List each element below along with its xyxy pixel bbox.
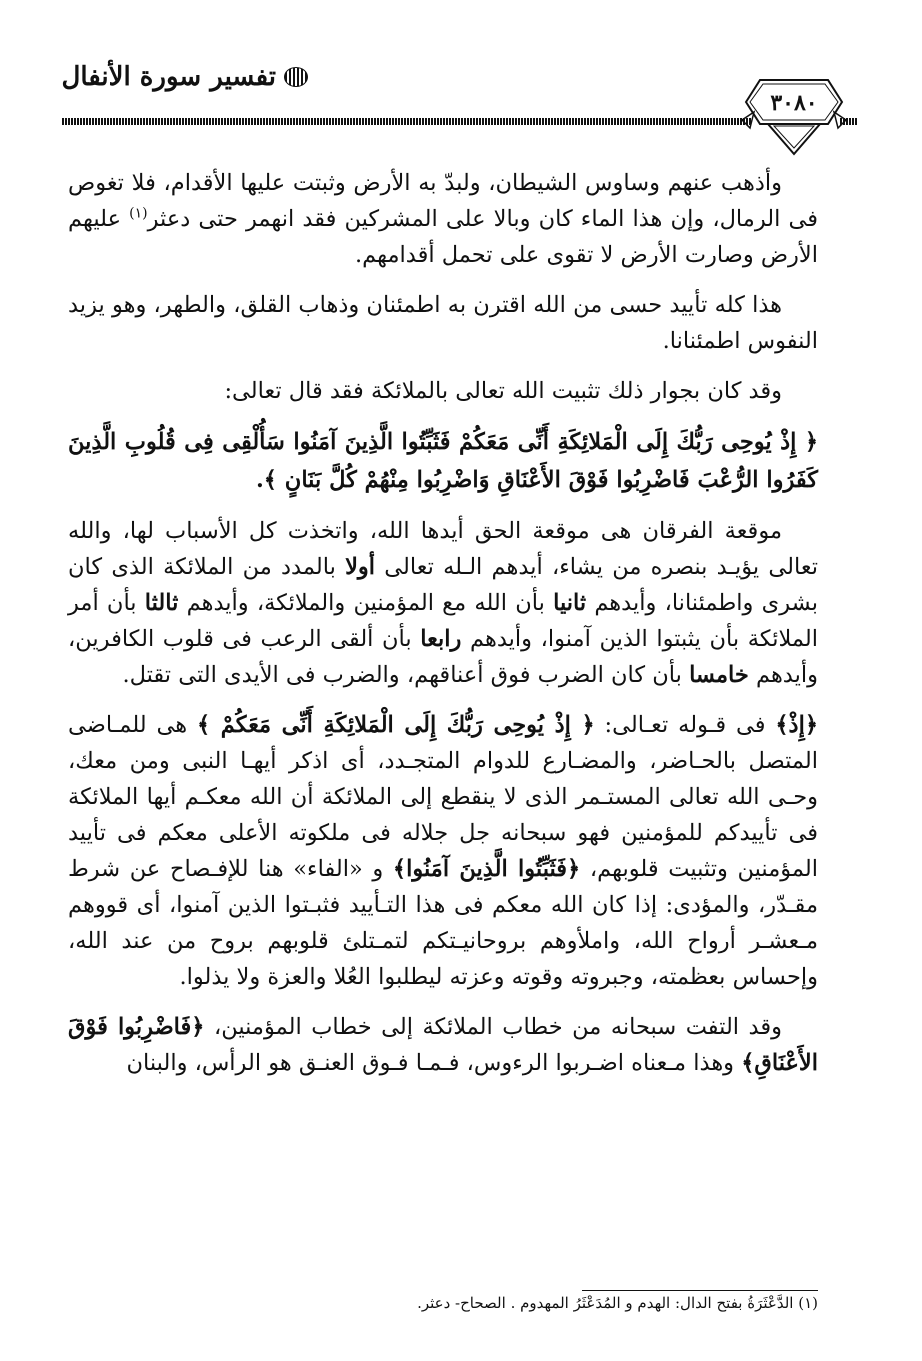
text: بالمدد من الملائكة الذى كان بشرى واطمئنانا، وأيدهم: [68, 554, 818, 616]
footnote: (١) الدَّعْثَرَةُ بفتح الدال: الهدم و المُدَعْثَرُ المهدوم . الصحاح- دعثر.: [417, 1294, 818, 1312]
verse-quote: ﴿فَاضْرِبُوا فَوْقَ الأَعْنَاقِ﴾: [68, 1014, 818, 1076]
paragraph-6: [68, 1009, 818, 1081]
text: موقعة الفرقان هى موقعة الحق أيدها الله، واتخذت كل الأسباب لها، والله تعالى يؤيـد بنصره من يشاء، أيدهم الـله تعالى: [68, 518, 819, 580]
text: بأن أمر الملائكة بأن يثبتوا الذين آمنوا، وأيدهم: [68, 590, 818, 652]
text: بأن ألقى الرعب فى قلوب الكافرين، وأيدهم: [68, 626, 818, 688]
text: وهذا مـعناه اضـربوا الرءوس، فـمـا فـوق العنـق هو الرأس، والبنان: [126, 1050, 742, 1076]
emphasis: ثانيا: [553, 590, 587, 616]
text: و «الفاء» هنا للإفـصاح عن شرط مقـدّر، والمؤدى: إذا كان الله معكم فى هذا التـأييد فثبـتوا الذين آمنوا، أى قووهم مـعشـر أرواح الله، واملأوهم بروحانيـتكم لتمـتلئ قلوبهم بروح من عند الله، وإحساس بعظمته، وجبروته وقوته وعزته ليطلبوا العُلا والعزة ولا يذلوا.: [68, 856, 818, 990]
body-text: [68, 165, 818, 1095]
emphasis: ثالثا: [144, 590, 179, 616]
text: بأن كان الضرب فوق أعناقهم، والضرب فى الأيدى التى تقتل.: [122, 662, 690, 688]
text: بأن الله مع المؤمنين والملائكة، وأيدهم: [178, 590, 554, 616]
footnote-ref[interactable]: (١): [129, 205, 148, 222]
emphasis: خامسا: [689, 662, 749, 688]
paragraph-1: [68, 165, 818, 273]
paragraph-5: [68, 707, 818, 995]
text: هى للمـاضى المتصل بالحـاضر، والمضـارع للدوام المتجـدد، أى اذكر أيهـا النبى ومن معك، وحـى الله تعالى المستـمر الذى لا ينقطع إلى الملائكة أن الله معكـم أيها الملائكة فى تأييدكم للمؤمنين فهو سبحانه جل جلاله فى ملكوته الأعلى معكم فى تأييد المؤمنين وتثبيت قلوبهم،: [68, 712, 818, 882]
header-rule: [62, 118, 752, 125]
paragraph-2: هذا كله تأييد حسى من الله اقترن به اطمئنان وذهاب القلق، والطهر، وهو يزيد النفوس اطمئنانا.: [68, 292, 818, 354]
quran-verse: ﴿ إِذْ يُوحِى رَبُّكَ إِلَى الْمَلائِكَةِ أَنِّى مَعَكُمْ فَثَبِّتُوا الَّذِينَ آمَنُوا سَأُلْقِى فِى قُلُوبِ الَّذِينَ كَفَرُوا الرُّعْبَ فَاضْرِبُوا فَوْقَ الأَعْنَاقِ وَاضْرِبُوا مِنْهُمْ كُلَّ بَنَانٍ ﴾.: [68, 429, 818, 493]
text: عليهم الأرض وصارت الأرض لا تقوى على تحمل أقدامهم.: [68, 206, 818, 268]
paragraph-4: [68, 513, 818, 693]
paragraph-3: وقد كان بجوار ذلك تثبيت الله تعالى بالملائكة فقد قال تعالى:: [224, 378, 782, 404]
emphasis: أولا: [345, 554, 376, 580]
ornament-icon: [284, 67, 308, 87]
text: فى قـوله تعـالى:: [594, 712, 776, 738]
header-title: تفسير سورة الأنفال: [61, 62, 276, 92]
verse-quote: ﴿ إِذْ يُوحِى رَبُّكَ إِلَى الْمَلائِكَةِ أَنِّى مَعَكُمْ ﴾: [197, 712, 595, 738]
verse-quote: ﴿فَثَبِّتُوا الَّذِينَ آمَنُوا﴾: [392, 856, 581, 882]
running-header: [61, 62, 308, 92]
footnote-rule: [582, 1290, 818, 1291]
text: وأذهب عنهم وساوس الشيطان، ولبدّ به الأرض وثبتت عليها الأقدام، فلا تغوص فى الرمال، وإن هذا الماء كان وبالا على المشركين فقد انهمر حتى دعثر: [68, 170, 819, 232]
page-number: ٣٠٨٠: [770, 90, 818, 116]
emphasis: رابعا: [420, 626, 462, 652]
verse-quote: ﴿إِذْ﴾: [775, 712, 819, 738]
text: وقد التفت سبحانه من خطاب الملائكة إلى خطاب المؤمنين،: [204, 1014, 782, 1040]
